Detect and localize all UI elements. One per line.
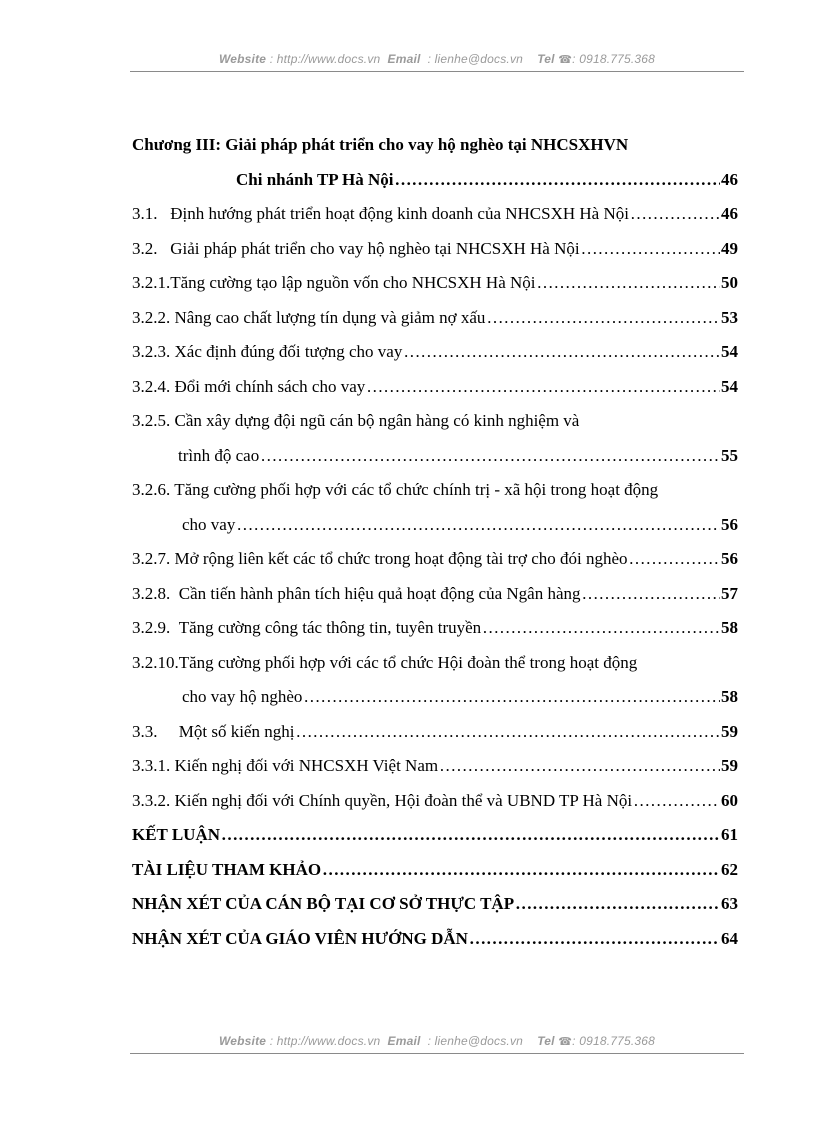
header-website-sep: : [266, 52, 277, 66]
toc-entry-text: cho vay hộ nghèo [182, 687, 303, 706]
toc-entry-text: Cần tiến hành phân tích hiệu quả hoạt động của Ngân hàng [178, 583, 581, 603]
toc-page-number: 58 [721, 687, 738, 706]
toc-entry-nhan-xet-giao-vien[interactable] [132, 922, 738, 957]
footer-tel-sep: : [572, 1034, 580, 1048]
toc-entry-text: Kiến nghị đối với NHCSXH Việt Nam [174, 756, 439, 775]
toc-page-number: 54 [721, 342, 738, 361]
dot-leader [486, 301, 720, 336]
dot-leader [469, 922, 720, 957]
toc-entry-text: Một số kiến nghị [178, 721, 295, 741]
footer-email-sep: : [424, 1034, 435, 1048]
header-divider [130, 71, 744, 72]
dot-leader [394, 163, 720, 198]
header-website-url[interactable]: http://www.docs.vn [276, 52, 381, 66]
toc-entry-text: Mở rộng liên kết các tổ chức trong hoạt động tài trợ cho đói nghèo [174, 549, 628, 568]
dot-leader [439, 749, 720, 784]
toc-3-2-10-line1: 3.2.10.Tăng cường phối hợp với các tổ chức Hội đoàn thể trong hoạt động [132, 652, 638, 672]
toc-entry-3-2-2[interactable] [132, 301, 738, 336]
toc-entry-3-2-4[interactable] [132, 370, 738, 405]
toc-entry-text: NHẬN XÉT CỦA GIÁO VIÊN HƯỚNG DẪN [132, 928, 468, 948]
toc-entry-number: 3.3.2. [132, 790, 175, 810]
footer-tel-label: Tel [537, 1034, 555, 1048]
toc-entry-number: 3.2.1. [132, 273, 171, 292]
toc-page-number: 53 [721, 307, 738, 327]
toc-entry-text: Đổi mới chính sách cho vay [174, 376, 366, 396]
toc-entry-3-2-5[interactable] [132, 439, 738, 474]
page-footer [130, 1034, 744, 1048]
toc-entry-text: Kiến nghị đối với Chính quyền, Hội đoàn thể và UBND TP Hà Nội [174, 790, 633, 810]
toc-entry-number: 3.3.1. [132, 756, 175, 775]
dot-leader [630, 197, 720, 232]
dot-leader [515, 887, 720, 922]
toc-page-number: 56 [721, 514, 738, 534]
toc-entry-3-2-3[interactable] [132, 335, 738, 370]
toc-entry-number: 3.2.9. [132, 618, 179, 637]
toc-page-number: 49 [721, 238, 738, 258]
toc-entry-number: 3.2.8. [132, 583, 179, 603]
dot-leader [236, 508, 720, 543]
toc-entry-3-3-2[interactable] [132, 784, 738, 819]
toc-page-number: 61 [721, 825, 738, 844]
footer-website-url[interactable]: http://www.docs.vn [276, 1034, 381, 1048]
toc-entry-text: Xác định đúng đối tượng cho vay [174, 342, 403, 361]
toc-page-number: 60 [721, 790, 738, 810]
table-of-contents [132, 128, 738, 956]
toc-3-2-6-line1: 3.2.6. Tăng cường phối hợp với các tổ chức chính trị - xã hội trong hoạt động [132, 480, 659, 499]
footer-email-value[interactable]: lienhe@docs.vn [434, 1034, 524, 1048]
header-email-sep: : [424, 52, 435, 66]
toc-entry-text: Tăng cường công tác thông tin, tuyên truyền [178, 618, 482, 637]
toc-entry-number: 3.2.2. [132, 307, 175, 327]
toc-page-number: 46 [721, 169, 738, 189]
dot-leader [629, 542, 720, 577]
dot-leader [221, 818, 720, 853]
toc-entry-number: 3.2.3. [132, 342, 175, 361]
toc-page-number: 59 [721, 721, 738, 741]
toc-page-number: 46 [721, 204, 738, 223]
toc-entry-tai-lieu[interactable] [132, 853, 738, 888]
toc-entry-text: Giải pháp phát triển cho vay hộ nghèo tại NHCSXH Hà Nội [170, 238, 580, 258]
toc-entry-3-2-6[interactable] [132, 508, 738, 543]
toc-entry-text: Định hướng phát triển hoạt động kinh doanh của NHCSXH Hà Nội [170, 204, 629, 223]
toc-entry-3-2-1[interactable] [132, 266, 738, 301]
toc-entry-3-3[interactable] [132, 715, 738, 750]
toc-entry-3-3-1[interactable] [132, 749, 738, 784]
toc-page-number: 64 [721, 928, 738, 948]
toc-entry-text: cho vay [182, 514, 236, 534]
phone-icon: ☎ [558, 54, 573, 66]
page-header [130, 52, 744, 66]
dot-leader [581, 232, 720, 267]
toc-entry-3-1[interactable] [132, 197, 738, 232]
toc-page-number: 54 [721, 376, 738, 396]
dot-leader [322, 853, 720, 888]
toc-page-number: 58 [721, 618, 738, 637]
toc-entry-3-2-10[interactable] [132, 680, 738, 715]
dot-leader [303, 680, 720, 715]
toc-entry-number: 3.2. [132, 238, 171, 258]
toc-entry-3-2-9[interactable] [132, 611, 738, 646]
toc-page-number: 50 [721, 273, 738, 292]
dot-leader [536, 266, 720, 301]
dot-leader [260, 439, 720, 474]
header-tel-value: 0918.775.368 [579, 52, 656, 66]
toc-entry-text: Tăng cường tạo lập nguồn vốn cho NHCSXH Hà Nội [170, 273, 536, 292]
dot-leader [403, 335, 720, 370]
footer-email-label: Email [387, 1034, 421, 1048]
header-website-label: Website [218, 52, 267, 66]
toc-entry-text: TÀI LIỆU THAM KHẢO [132, 859, 322, 879]
toc-entry-number: 3.3. [132, 721, 179, 741]
toc-entry-number: 3.1. [132, 204, 171, 223]
toc-page-number: 62 [721, 859, 738, 879]
toc-entry-text: KẾT LUẬN [132, 825, 221, 844]
footer-tel-value: 0918.775.368 [579, 1034, 656, 1048]
dot-leader [582, 577, 721, 612]
dot-leader [633, 784, 720, 819]
dot-leader [366, 370, 720, 405]
toc-entry-chapter3[interactable] [132, 163, 738, 198]
toc-page-number: 57 [721, 583, 738, 603]
toc-entry-text: NHẬN XÉT CỦA CÁN BỘ TẠI CƠ SỞ THỰC TẬP [132, 894, 515, 913]
toc-entry-3-2-8[interactable] [132, 577, 738, 612]
dot-leader [295, 715, 720, 750]
toc-entry-number: 3.2.7. [132, 549, 175, 568]
toc-entry-text: Chi nhánh TP Hà Nội [236, 169, 394, 189]
footer-website-sep: : [266, 1034, 277, 1048]
toc-page-number: 55 [721, 445, 738, 465]
phone-icon: ☎ [558, 1036, 573, 1048]
toc-entry-ket-luan[interactable] [132, 818, 738, 853]
toc-entry-3-2[interactable] [132, 232, 738, 267]
toc-page-number: 63 [721, 894, 738, 913]
toc-entry-nhan-xet-can-bo[interactable] [132, 887, 738, 922]
dot-leader [482, 611, 720, 646]
toc-3-2-5-line1: 3.2.5. Cần xây dựng đội ngũ cán bộ ngân hàng có kinh nghiệm và [132, 411, 580, 430]
toc-page-number: 56 [721, 549, 738, 568]
footer-website-label: Website [218, 1034, 267, 1048]
toc-entry-text: trình độ cao [178, 445, 260, 465]
toc-chapter3-line1: Chương III: Giải pháp phát triển cho vay hộ nghèo tại NHCSXHVN [132, 135, 629, 154]
header-email-value[interactable]: lienhe@docs.vn [434, 52, 524, 66]
toc-entry-text: Nâng cao chất lượng tín dụng và giảm nợ xấu [174, 307, 486, 327]
header-tel-sep: : [572, 52, 580, 66]
header-tel-label: Tel [537, 52, 555, 66]
toc-entry-number: 3.2.4. [132, 376, 175, 396]
header-email-label: Email [387, 52, 421, 66]
footer-divider [130, 1053, 744, 1054]
toc-page-number: 59 [721, 756, 738, 775]
toc-entry-3-2-7[interactable] [132, 542, 738, 577]
